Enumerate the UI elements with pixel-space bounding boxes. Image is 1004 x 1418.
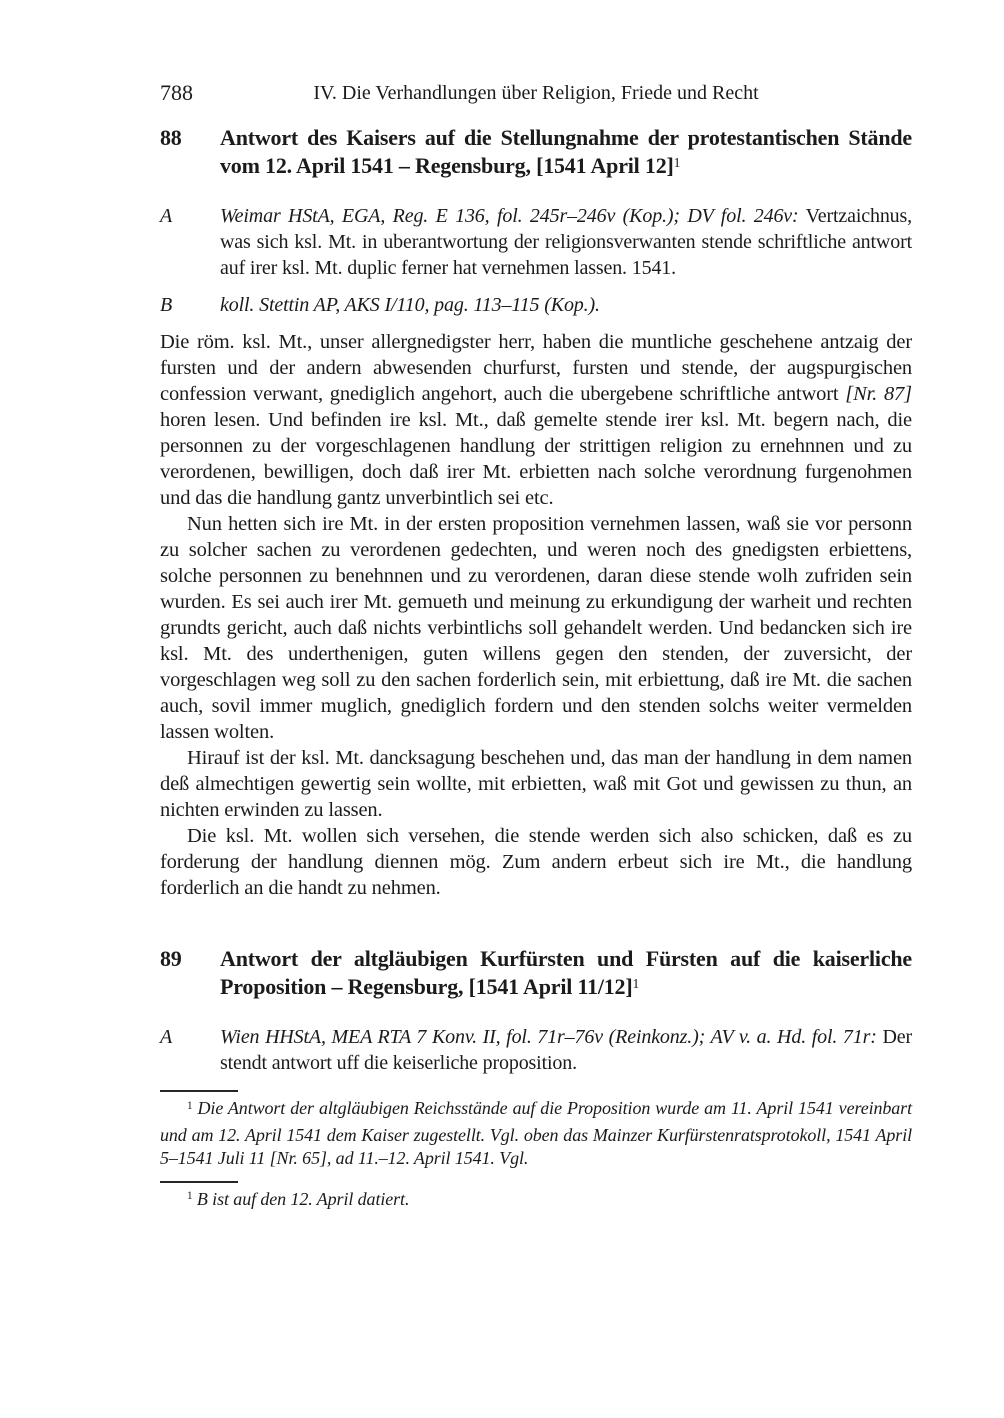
paragraph-2: Nun hetten sich ire Mt. in der ersten proposition vernehmen lassen, waß sie vor personn zu solcher sachen zu verordenen gedechten, und weren noch des gnedigsten erbiettens, solche personnen zu benehnnen und zu verordenen, daran diese stende wolh zufriden sein wurden. Es sei auch irer Mt. gemueth und meinung zu erkundigung der warheit und rechten grundts gericht, auch daß nichts verbintlichs soll gehandelt werden. Und bedancken sich ire ksl. Mt. des underthenigen, guten willens gegen den stenden, der zuversicht, der vorgeschlagen weg soll zu den sachen forderlich sein, mit erbiettung, daß ire Mt. die sachen auch, sovil immer muglich, gnediglich fordern und den stenden solchs weiter vermelden lassen wolten. — [160, 513, 912, 743]
source-entry-a — [160, 203, 912, 281]
source-text-89-a — [220, 1024, 912, 1076]
source-label-89-a: A — [160, 1026, 173, 1048]
paragraph-4: Die ksl. Mt. wollen sich versehen, die stende werden sich also schicken, daß es zu forderung der handlung diennen mög. Zum andern erbeut sich ire Mt., die handlung forderlich an die handt zu nehmen. — [160, 825, 912, 899]
source-entry-b — [160, 292, 912, 318]
paragraph-1 — [160, 329, 912, 511]
footnote-89-text: Die Antwort der altgläubigen Reichsstände auf die Proposition wurde am 11. April 1541 vereinbart und am 12. April 1541 dem Kaiser zugestellt. Vgl. oben das Mainzer Kurfürstenratsprotokoll, 1541 April 5–1541 Juli 11 [Nr. 65], ad 11.–12. April 1541. Vgl. — [160, 1098, 912, 1168]
text-block — [160, 80, 912, 1214]
paragraph-1-start: Die röm. ksl. Mt., unser allergnedigster herr, haben die muntliche geschehene antzaig der fursten und der andern abwesenden churfurst, fursten und stende, der augspurgischen confession verwant, gnediglich angehort, auch die ubergebene schriftliche antwort — [160, 331, 912, 405]
entry-88-heading — [160, 124, 912, 183]
footnote-entry-89 — [160, 1097, 912, 1171]
entry-88-title — [220, 124, 912, 183]
footnote-89-mark: 1 — [187, 1099, 193, 1112]
entry-88-sources — [160, 203, 912, 318]
footnote-area — [160, 1090, 912, 1214]
footnote-block-entry-88 — [160, 1181, 912, 1215]
entry-88-number: 88 — [160, 125, 182, 150]
source-note-89-a: Der stendt antwort uff die keiserliche proposition. — [220, 1026, 912, 1074]
paragraph-1-end: horen lesen. Und befinden ire ksl. Mt., daß gemelte stende irer ksl. Mt. begern nach, die personnen zu der vorgeschlagenen handlung der strittigen religion zu ernehnnen und zu verordenen, bewilligen, doch daß irer Mt. erbietten nach solche verordnung furgenohmen und das die handlung gantz unverbintlich sei etc. — [160, 409, 912, 509]
entry-89-title — [220, 945, 912, 1004]
entry-89-title-text: Antwort der altgläubigen Kurfürsten und Fürsten auf die kaiserliche Proposition – Regensburg, [1541 April 11/12] — [220, 946, 912, 999]
source-citation-a: Weimar HStA, EGA, Reg. E 136, fol. 245r–246v (Kop.); DV fol. 246v: — [220, 205, 799, 227]
source-text-a — [220, 203, 912, 281]
footnote-88-text: B ist auf den 12. April datiert. — [196, 1188, 410, 1209]
source-label-a: A — [160, 205, 173, 227]
footnote-separator-rule — [160, 1090, 238, 1092]
entry-89-sources — [160, 1024, 912, 1076]
source-note-a: Vertzaichnus, was sich ksl. Mt. in uberantwortung der religionsverwanten stende schriftliche antwort auf irer ksl. Mt. duplic ferner hat vernehmen lassen. 1541. — [220, 205, 912, 279]
entry-89-number: 89 — [160, 946, 182, 971]
entry-89-heading — [160, 945, 912, 1004]
source-entry-89-a — [160, 1024, 912, 1076]
footnote-separator-rule — [160, 1181, 238, 1183]
footnote-entry-88 — [160, 1188, 912, 1215]
page-number: 788 — [160, 80, 193, 105]
entry-88-footnote-mark: 1 — [673, 154, 681, 170]
footnote-block-entry-89 — [160, 1090, 912, 1171]
entry-88-body — [160, 329, 912, 901]
footnote-88-mark: 1 — [187, 1190, 193, 1203]
entry-89-footnote-mark: 1 — [632, 975, 640, 991]
paragraph-3: Hirauf ist der ksl. Mt. dancksagung beschehen und, das man der handlung in dem namen deß almechtigen gewertig sein wollte, mit erbietten, waß mit Got und gewissen zu thun, an nichten erwinden zu lassen. — [160, 747, 912, 821]
source-citation-b: koll. Stettin AP, AKS I/110, pag. 113–115 (Kop.). — [220, 294, 600, 316]
source-citation-89-a: Wien HHStA, MEA RTA 7 Konv. II, fol. 71r–76v (Reinkonz.); AV v. a. Hd. fol. 71r: — [220, 1026, 877, 1048]
entry-88-title-text: Antwort des Kaisers auf die Stellungnahme der protestantischen Stände vom 12. April 1541 – Regensburg, [1541 April 12] — [220, 125, 912, 178]
paragraph-1-reference: [Nr. 87] — [845, 383, 912, 405]
source-text-b — [220, 292, 912, 318]
running-head: IV. Die Verhandlungen über Religion, Friede und Recht — [313, 82, 759, 104]
running-head-row — [160, 80, 912, 106]
source-label-b: B — [160, 294, 173, 316]
